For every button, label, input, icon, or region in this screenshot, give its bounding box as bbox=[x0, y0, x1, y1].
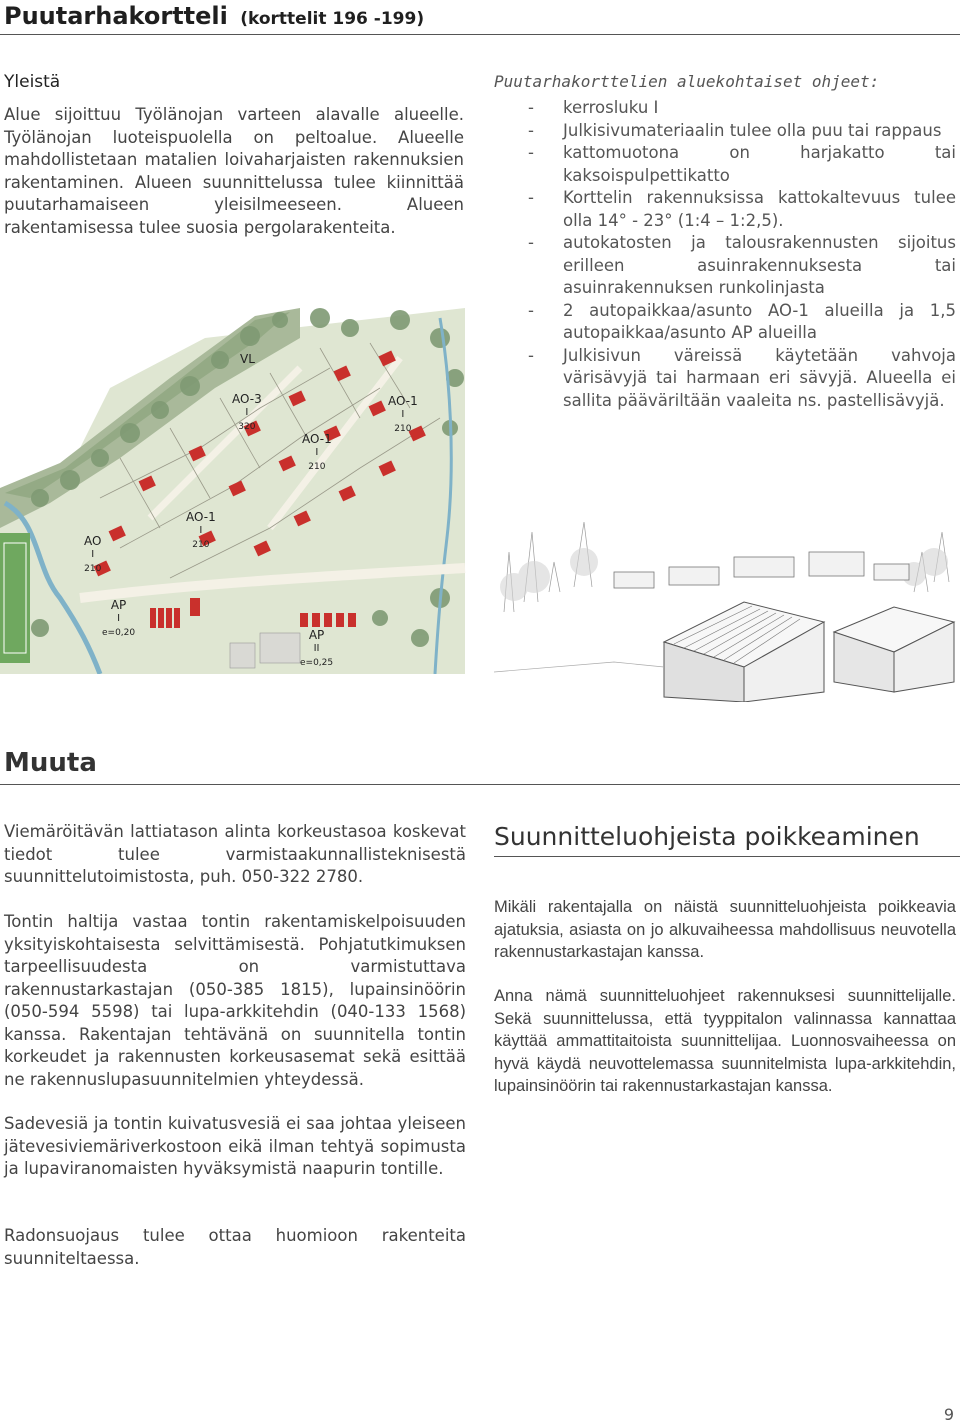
deviation-paragraph-2: Anna nämä suunnitteluohjeet rakennuksesi suunnittelijalle. Sekä suunnittelussa, että tyyppitalon valinnassa kannattaa käyttää ammattitaitoista suunnittelijaa. Luonnosvaiheessa on hyvä käydä neuvottelemassa suunnitelmista lupa-arkkitehdin, lupainsinöörin tai rakennustarkastajan kanssa. bbox=[494, 987, 956, 1095]
deviation-heading: Suunnitteluohjeista poikkeaminen bbox=[494, 822, 920, 851]
other-paragraph-4: Radonsuojaus tulee ottaa huomioon rakenteita suunniteltaessa. bbox=[4, 1226, 466, 1268]
zone-ao1-c-num: 210 bbox=[192, 540, 210, 550]
zone-ao3-floor: I bbox=[245, 407, 249, 418]
general-text: Alue sijoittuu Työlänojan varteen alavalle alueelle. Työlänojan luoteispuolella on peltoalue. Alueelle mahdollistetaan matalien loivaharjaisten rakennuksien rakentaminen. Alueen suunnittelussa tulee kiinnittää puutarhamaiseen yleisilmeeseen. Alueen rakentamisessa tulee suosia pergolarakenteita. bbox=[4, 105, 464, 237]
title-rule bbox=[0, 34, 960, 35]
page-title-main: Puutarhakortteli bbox=[4, 2, 228, 30]
zone-ap1-num: e=0,20 bbox=[102, 628, 136, 638]
architectural-sketch bbox=[494, 492, 960, 702]
page-title-subtitle: (korttelit 196 -199) bbox=[240, 9, 425, 29]
zone-ao3-code: AO-3 bbox=[232, 392, 262, 406]
page-title bbox=[4, 2, 424, 30]
guideline-item: - autokatosten ja talousrakennusten sijoitus erilleen asuinrakennuksesta tai asuinrakennuksen runkolinjasta bbox=[528, 232, 956, 300]
guideline-item: - Julkisivumateriaalin tulee olla puu tai rappaus bbox=[528, 120, 956, 143]
other-paragraph-3: Sadevesiä ja tontin kuivatusvesiä ei saa johtaa yleiseen jätevesiviemäriverkostoon eikä ilman tehtyä sopimusta ja lupaviranomaisten hyväksymistä naapurin tontille. bbox=[4, 1114, 466, 1178]
zone-ao1-a-code: AO-1 bbox=[302, 432, 332, 446]
page-number: 9 bbox=[943, 1405, 954, 1424]
guideline-item: - kattomuotona on harjakatto tai kaksoispulpettikatto bbox=[528, 142, 956, 187]
zone-ap2-code: AP bbox=[308, 628, 325, 642]
zone-ao3-num: 320 bbox=[238, 422, 256, 432]
zone-ao1-a-floor: I bbox=[315, 447, 319, 458]
zone-ao1-c-floor: I bbox=[199, 525, 203, 536]
sketch-svg bbox=[494, 492, 960, 702]
guideline-item: - kerrosluku I bbox=[528, 97, 956, 120]
zone-label-ao1-a bbox=[302, 432, 332, 474]
guideline-item: - Julkisivun väreissä käytetään vahvoja värisävyjä tai harmaan eri sävyjä. Alueella ei sallita pääväriltään vaaleita ns. pastellisävyjä. bbox=[528, 345, 956, 413]
deviation-paragraph-1: Mikäli rakentajalla on näistä suunnitteluohjeista poikkeavia ajatuksia, asiasta on jo alkuvaiheessa mahdollisuus neuvotella rakennustarkastajan kanssa. bbox=[494, 898, 956, 961]
guideline-item: - 2 autopaikkaa/asunto AO-1 alueilla ja 1,5 autopaikkaa/asunto AP alueilla bbox=[528, 300, 956, 345]
site-plan-svg bbox=[0, 298, 470, 674]
zone-ao1-b-num: 210 bbox=[394, 424, 412, 434]
zone-ao1-b-floor: I bbox=[401, 409, 405, 420]
other-paragraph-1: Viemäröitävän lattiatason alinta korkeustasoa koskevat tiedot tulee varmistaakunnallisteknisestä suunnittelutoimistosta, puh. 050-322 2780. bbox=[4, 822, 466, 886]
site-plan-map bbox=[0, 298, 470, 674]
zone-ao1-b-code: AO-1 bbox=[388, 394, 418, 408]
zone-ao-num: 210 bbox=[84, 564, 102, 574]
guidelines-list bbox=[528, 97, 956, 412]
zone-ao-code: AO bbox=[84, 534, 102, 548]
other-rule bbox=[0, 784, 960, 785]
guidelines-heading: Puutarhakorttelien aluekohtaiset ohjeet: bbox=[494, 72, 880, 91]
zone-ao-floor: I bbox=[91, 549, 95, 560]
zone-label-ap1 bbox=[102, 598, 135, 640]
general-heading: Yleistä bbox=[4, 72, 61, 92]
other-heading: Muuta bbox=[4, 748, 97, 778]
zone-ap1-floor: I bbox=[117, 613, 121, 624]
zone-label-vl: VL bbox=[240, 352, 255, 366]
zone-ap1-code: AP bbox=[110, 598, 127, 612]
zone-label-ao1-c bbox=[186, 510, 216, 552]
zone-ap2-num: e=0,25 bbox=[300, 658, 334, 668]
zone-label-ao1-b bbox=[388, 394, 418, 436]
zone-ao1-c-code: AO-1 bbox=[186, 510, 216, 524]
other-paragraph-2: Tontin haltija vastaa tontin rakentamiskelpoisuuden yksityiskohtaisesta selvittämisestä. Pohjatutkimuksen tarpeellisuudesta on varmistuttava rakennustarkastajan (050-385 1815), lupainsinöörin (050-594 5598) tai lupa-arkkitehdin (040-133 1568) kanssa. Rakentajan tehtävänä on suunnitella tontin korkeudet ja rakennusten korkeusasemat sekä esittää ne rakennuslupasuunnitelmien yhteydessä. bbox=[4, 912, 466, 1089]
zone-label-ao bbox=[84, 534, 101, 576]
deviation-rule bbox=[494, 856, 960, 857]
guideline-item: - Korttelin rakennuksissa kattokaltevuus tulee olla 14° - 23° (1:4 – 1:2,5). bbox=[528, 187, 956, 232]
zone-label-ap2 bbox=[300, 628, 333, 670]
zone-ap2-floor: II bbox=[313, 643, 320, 654]
zone-ao1-a-num: 210 bbox=[308, 462, 326, 472]
zone-label-ao3 bbox=[232, 392, 262, 434]
